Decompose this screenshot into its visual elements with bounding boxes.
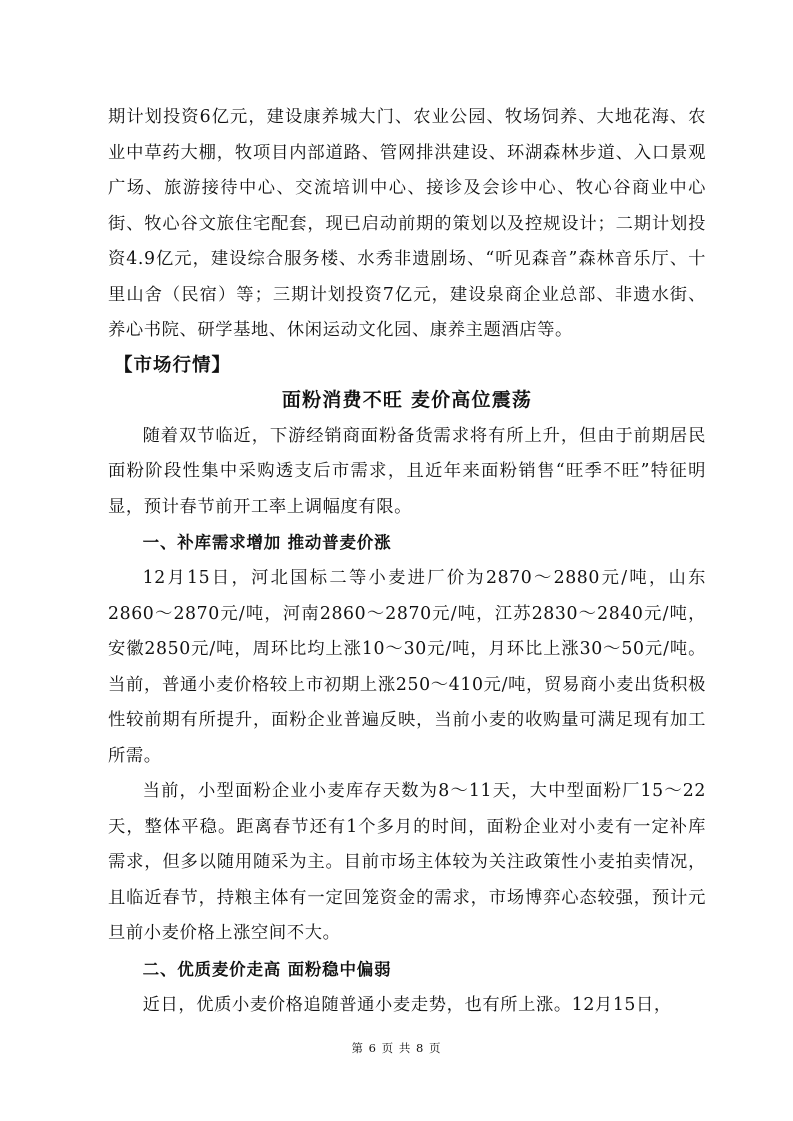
continued-paragraph: 期计划投资6亿元，建设康养城大门、农业公园、牧场饲养、大地花海、农业中草药大棚，牧项目内部道路、管网排洪建设、环湖森林步道、入口景观广场、旅游接待中心、交流培训中心、接诊及会诊中心、牧心谷商业中心街、牧心谷文旅住宅配套，现已启动前期的策划以及控规设计；二期计划投资4.9亿元，建设综合服务楼、水秀非遗剧场、“听见森音”森林音乐厅、十里山舍（民宿）等；三期计划投资7亿元，建设泉商企业总部、非遗水街、养心书院、研学基地、休闲运动文化园、康养主题酒店等。 (108, 107, 706, 340)
article-title: 面粉消费不旺 麦价高位震荡 (281, 388, 533, 411)
subheading-1: 一、补库需求增加 推动普麦价涨 (142, 533, 392, 552)
page-content (108, 100, 706, 1023)
paragraph-1a: 12月15日，河北国标二等小麦进厂价为2870～2880元/吨，山东2860～2870元/吨，河南2860～2870元/吨，江苏2830～2840元/吨，安徽2850元/吨，周环比均上涨10～30元/吨，月环比上涨30～50元/吨。当前，普通小麦价格较上市初期上涨250～410元/吨，贸易商小麦出货积极性较前期有所提升，面粉企业普遍反映，当前小麦的收购量可满足现有加工所需。 (108, 568, 706, 766)
subheading-2: 二、优质麦价走高 面粉稳中偏弱 (142, 959, 392, 979)
paragraph-1b: 当前，小型面粉企业小麦库存天数为8～11天，大中型面粉厂15～22天，整体平稳。距离春节还有1个多月的时间，面粉企业对小麦有一定补库需求，但多以随用随采为主。目前市场主体较为关注政策性小麦拍卖情况，且临近春节，持粮主体有一定回笼资金的需求，市场博弈心态较强，预计元旦前小麦价格上涨空间不大。 (108, 781, 706, 943)
section-tag: 【市场行情】 (114, 354, 232, 376)
intro-paragraph: 随着双节临近，下游经销商面粉备货需求将有所上升，但由于前期居民面粉阶段性集中采购透支后市需求，且近年来面粉销售“旺季不旺”特征明显，预计春节前开工率上调幅度有限。 (108, 425, 706, 517)
page-footer: 第 6 页 共 8 页 (351, 1041, 442, 1055)
paragraph-2a: 近日，优质小麦价格追随普通小麦走势，也有所上涨。12月15日， (142, 994, 672, 1015)
